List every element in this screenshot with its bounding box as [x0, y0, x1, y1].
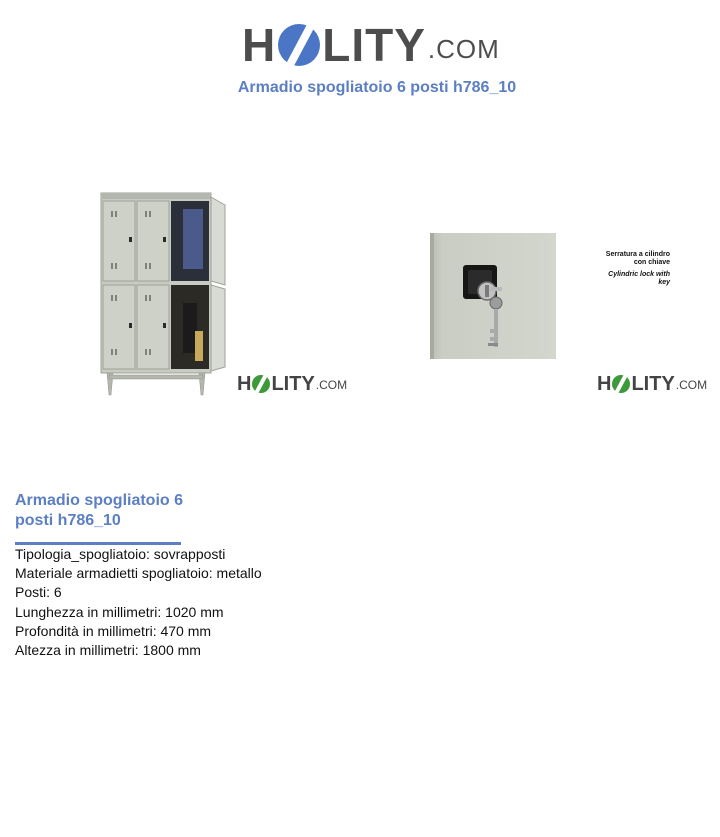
spec-item: Posti: 6 [15, 584, 62, 601]
watermark-right-pre: H [597, 373, 612, 395]
watermark-right-post: LITY [631, 373, 675, 395]
locker-product-image[interactable] [99, 191, 236, 399]
cylinder-lock-illustration [430, 233, 556, 359]
watermark-right-suffix: .COM [675, 378, 708, 392]
watermark-left-o-icon [252, 375, 270, 393]
page-title: Armadio spogliatoio 6 posti h786_10 [237, 79, 517, 96]
lock-caption-it-line1: Serratura a cilindro [605, 251, 670, 258]
spec-item: Tipologia_spogliatoio: sovrapposti [15, 546, 226, 562]
product-title-line2: posti h786_10 [15, 512, 121, 529]
watermark-right-o-icon [612, 375, 630, 393]
brand-logo[interactable] [242, 14, 500, 71]
watermark-logo-right [597, 374, 707, 394]
lock-caption-english [584, 271, 670, 287]
spec-item: Materiale armadietti spogliatoio: metallo [15, 565, 262, 582]
watermark-logo-left [237, 374, 347, 394]
product-title-line1: Armadio spogliatoio 6 [15, 492, 184, 509]
product-title [15, 491, 215, 531]
lock-caption-en-line2: key [658, 279, 670, 286]
spec-item: Profondità in millimetri: 470 mm [15, 622, 212, 639]
logo-o-icon [278, 24, 320, 66]
lock-caption-it-line2: con chiave [633, 259, 670, 266]
spec-item: Altezza in millimetri: 1800 mm [15, 642, 201, 659]
watermark-left-post: LITY [271, 373, 315, 395]
logo-text-pre: H [242, 19, 277, 71]
logo-text-post: LITY [322, 19, 426, 71]
watermark-left-pre: H [237, 373, 252, 395]
lock-detail-image[interactable] [430, 233, 556, 359]
lock-caption [584, 251, 670, 287]
spec-item: Lunghezza in millimetri: 1020 mm [15, 603, 224, 620]
spec-list [15, 545, 262, 660]
lock-caption-italian [584, 251, 670, 267]
lock-caption-en-line1: Cylindric lock with [608, 271, 670, 278]
logo-suffix: .COM [427, 34, 500, 64]
watermark-left-suffix: .COM [315, 378, 348, 392]
locker-illustration [99, 191, 236, 399]
